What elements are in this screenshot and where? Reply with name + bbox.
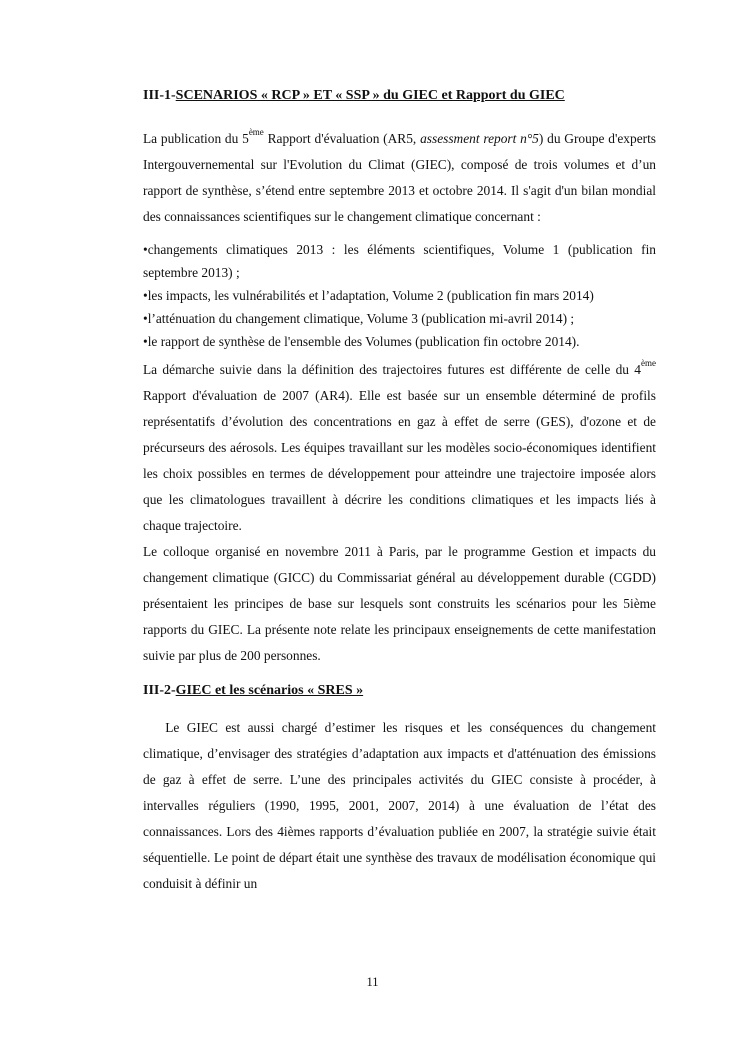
volume-list [143,238,656,353]
text-run: La démarche suivie dans la définition des trajectoires futures est différente de celle du 4 [143,362,641,377]
paragraph-ar4-approach [143,357,656,539]
italic-text: assessment report n°5 [420,131,539,146]
list-item: •les impacts, les vulnérabilités et l’adaptation, Volume 2 (publication fin mars 2014) [143,288,594,303]
list-item: •l’atténuation du changement climatique, Volume 3 (publication mi-avril 2014) ; [143,311,575,326]
paragraph-giec-role: Le GIEC est aussi chargé d’estimer les risques et les conséquences du changement climatique, d’envisager des stratégies d’adaptation aux impacts et d'atténuation des émissions de gaz à effet de serre. L’une des principales activités du GIEC consiste à procéder, à intervalles réguliers (1990, 1995, 2001, 2007, 2014) à une évaluation de l’état des connaissances. Lors des 4ièmes rapports d’évaluation publiée en 2007, la stratégie suivie était séquentielle. Le point de départ était une synthèse des travaux de modélisation économique qui conduisit à définir un [143,720,660,891]
section-heading-2-title: GIEC et les scénarios « SRES » [175,683,364,698]
paragraph-colloque: Le colloque organisé en novembre 2011 à Paris, par le programme Gestion et impacts du changement climatique (GICC) du Commissariat général au développement durable (CGDD) présentaient les principes de base sur lesquels sont construits les scénarios pour les 5ième rapports du GIEC. La présente note relate les principaux enseignements de cette manifestation suivie par plus de 200 personnes. [143,544,656,663]
superscript: ème [641,357,656,368]
text-run: ) du Groupe d'experts Intergouvernemental sur l'Evolution du Climat (GIEC), composé de trois volumes et d’un rapport de synthèse, s’étend entre septembre 2013 et octobre 2014. Il s'agit d'un bilan mondial des connaissances scientifiques sur le changement climatique concernant : [143,131,657,224]
document-page [143,86,660,897]
list-item: •changements climatiques 2013 : les éléments scientifiques, Volume 1 (publication fin septembre 2013) ; [143,242,656,280]
page-number: 11 [366,975,379,989]
section-heading-1-title: SCENARIOS « RCP » ET « SSP » du GIEC et Rapport du GIEC [175,88,565,103]
section-heading-1 [143,86,656,106]
section-heading-2-prefix: III-2- [143,683,176,698]
superscript: ème [248,126,264,137]
section-heading-2 [143,681,656,701]
paragraph-ar5-intro [143,126,656,230]
section-heading-1-prefix: III-1- [143,88,176,103]
text-run: La publication du 5 [143,131,249,146]
list-item: •le rapport de synthèse de l'ensemble des Volumes (publication fin octobre 2014). [143,334,580,349]
text-run: Rapport d'évaluation (AR5, [263,131,421,146]
text-run: Rapport d'évaluation de 2007 (AR4). Elle est basée sur un ensemble déterminé de profils représentatifs d’évolution des concentrations en gaz à effet de serre (GES), d'ozone et de précurseurs des aérosols. Les équipes travaillant sur les modèles socio-économiques identifient les choix possibles en termes de développement pour atteindre une trajectoire imposée alors que les climatologues travaillent à décrire les conditions climatiques et les impacts liés à chaque trajectoire. [143,388,656,533]
